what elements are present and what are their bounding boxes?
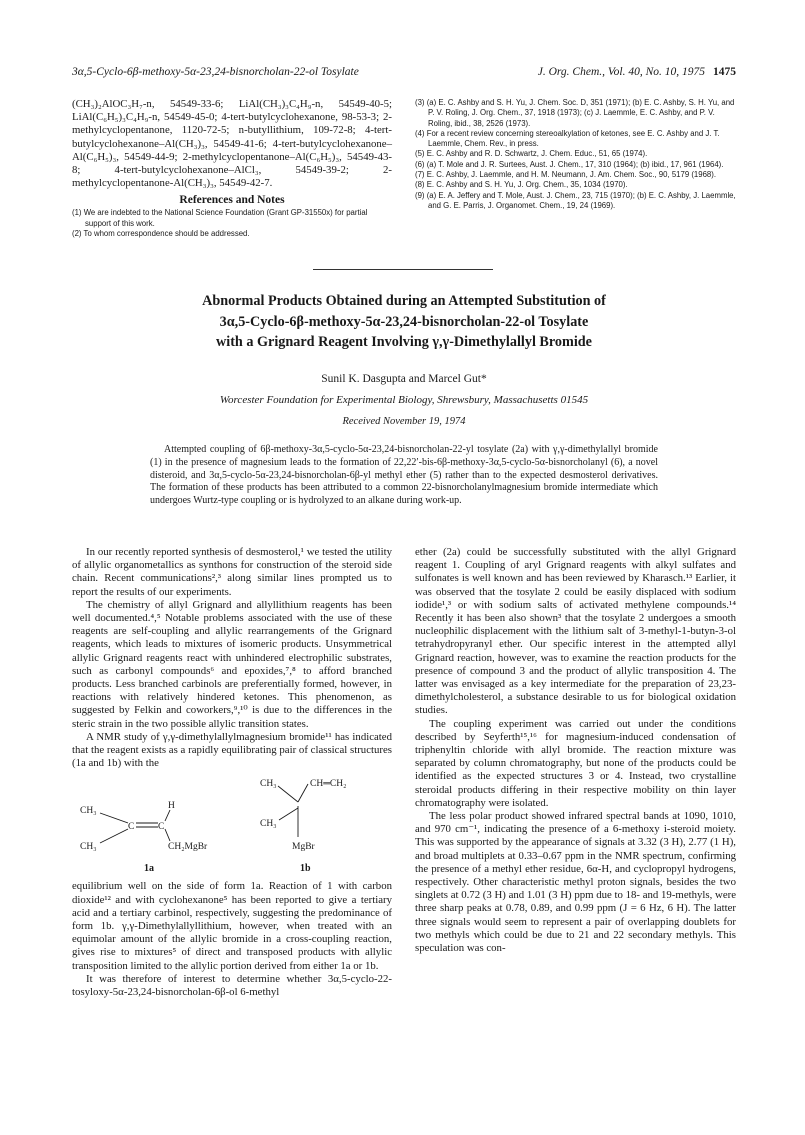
page-number: 1475 bbox=[713, 66, 736, 78]
section-divider bbox=[313, 269, 493, 270]
atom-label: CH₃ bbox=[260, 819, 277, 830]
atom-label: CH═CH₂ bbox=[310, 779, 347, 790]
atom-label: H bbox=[168, 801, 175, 812]
atom-label: CH₃ bbox=[80, 806, 97, 817]
atom-label: CH₃ bbox=[260, 779, 277, 790]
body-paragraph: In our recently reported synthesis of desmosterol,¹ we tested the utility of allylic organometallics as synthons for construction of the steroid side chain. Recent communications²,³ along similar lines prompted us to report the results of our experiments. bbox=[72, 546, 392, 598]
atom-label: C bbox=[158, 822, 165, 833]
atom-label: MgBr bbox=[292, 842, 315, 853]
body-paragraph: It was therefore of interest to determine whether 3α,5-cyclo-22-tosyloxy-5α-23,24-bisnorcholan-6β-ol 6-methyl bbox=[72, 972, 392, 999]
authors: Sunil K. Dasgupta and Marcel Gut* bbox=[321, 373, 487, 385]
journal-citation bbox=[538, 66, 736, 78]
reference-item: (4) For a recent review concerning stereoalkylation of ketones, see E. C. Ashby and J. T. Laemmle, Chem. Rev., in press. bbox=[415, 128, 720, 149]
reference-item: (9) (a) E. A. Jeffery and T. Mole, Aust. J. Chem., 23, 715 (1970); (b) E. C. Ashby, J. Laemmle, and G. E. Parris, J. Organomet. Chem., 19, 24 (1969). bbox=[415, 190, 736, 210]
top-right-column bbox=[415, 98, 736, 211]
body-paragraph: A NMR study of γ,γ-dimethylallylmagnesium bromide¹¹ has indicated that the reagent exists as a rapidly equilibrating pair of classical structures (1a and 1b) with the bbox=[72, 730, 392, 770]
reference-item: (8) E. C. Ashby and S. H. Yu, J. Org. Chem., 35, 1034 (1970). bbox=[415, 180, 628, 190]
running-title: 3α,5-Cyclo-6β-methoxy-5α-23,24-bisnorcholan-22-ol Tosylate bbox=[72, 66, 359, 78]
reference-item: (5) E. C. Ashby and R. D. Schwartz, J. Chem. Educ., 51, 65 (1974). bbox=[415, 149, 648, 159]
affiliation: Worcester Foundation for Experimental Biology, Shrewsbury, Massachusetts 01545 bbox=[219, 394, 589, 406]
title-line: with a Grignard Reagent Involving γ,γ-Dimethylallyl Bromide bbox=[216, 334, 592, 350]
title-line: 3α,5-Cyclo-6β-methoxy-5α-23,24-bisnorcholan-22-ol Tosylate bbox=[219, 313, 589, 330]
body-right-column bbox=[415, 546, 736, 955]
body-paragraph: ether (2a) could be successfully substituted with the allyl Grignard reagent 1. Coupling of aryl Grignard reagents with alkyl sulfates and sulfonates is well known and has been reviewed by Kharasch.¹³ Earlier, it was observed that the tosylate 2 could be easily displaced with sodium iodide¹,³ or with sodium salts of activated methylene compounds.¹⁴ Recently it has been also shown³ that the tosylate 2 undergoes a smooth nucleophilic displacement with the lithium salt of 3-methyl-1-butyn-3-ol tetrahydropyranyl ether. Our specific interest in the attempted allyl Grignard reaction, however, was to examine the reaction products for the presence of compound 3 and the product of allylic transposition 4. The latter was envisaged as a key intermediate for the preparation of 23,23-dimethylcholesterol, a substance desirable to us for biological oxidation studies. bbox=[415, 546, 736, 717]
structure-1b bbox=[260, 779, 346, 874]
received-date: Received November 19, 1974 bbox=[342, 416, 466, 427]
body-paragraph: The chemistry of allyl Grignard and allyllithium reagents has been well documented.⁴,⁵ Notable problems associated with the use of these reagents are self-coupling and allylic rearrangements of the Grignard reagents, which leads to mixtures of isomeric products. Unsymmetrical allylic Grignard reagents react with unhindered electrophilic substrates, such as carbonyl compounds⁶ and epoxides,⁷,⁸ to afford branched products. Less branched carbinols are preferentially formed, however, in reactions with relatively hindered ketones. This phenomenon, as suggested by Felkin and coworkers,⁹,¹⁰ is due to the differences in the steric strain in the two possible allylic transition states. bbox=[72, 598, 392, 730]
reference-item: (3) (a) E. C. Ashby and S. H. Yu, J. Chem. Soc. D, 351 (1971); (b) E. C. Ashby, S. H. Yu, and P. V. Roling, J. Org. Chem., 37, 1918 (1973); (c) J. Laemmle, E. C. Ashby, and P. V. Roling, ibid., 38, 2526 (1973). bbox=[415, 98, 735, 128]
structure-label: 1a bbox=[144, 863, 154, 875]
reference-item: (1) We are indebted to the National Science Foundation (Grant GP-31550x) for partial support of this work. bbox=[72, 208, 368, 228]
reference-item: (6) (a) T. Mole and J. R. Surtees, Aust. J. Chem., 17, 310 (1964); (b) ibid., 17, 961 (1964). bbox=[415, 159, 724, 169]
abstract: Attempted coupling of 6β-methoxy-3α,5-cyclo-5α-23,24-bisnorcholan-22-yl tosylate (2a) with γ,γ-dimethylallyl bromide (1) in the presence of magnesium leads to the formation of 22,22′-bis-6β-methoxy-3α,5-cyclo-5α-bisnorcholanyl (6), a novel disteroid, and 3α,5-cyclo-5α-23,24-bisnorcholan-6β-yl methyl ether (5) rather than to the expected desmosterol derivatives. The formation of these products has been attributed to a common 22-bisnorcholanylmagnesium bromide intermediate which undergoes Wurtz-type coupling or is hydrolyzed to an alkane during work-up. bbox=[150, 444, 658, 507]
structure-label: 1b bbox=[300, 863, 311, 875]
reference-item: (7) E. C. Ashby, J. Laemmle, and H. M. Neumann, J. Am. Chem. Soc., 90, 5179 (1968). bbox=[415, 170, 717, 180]
running-header bbox=[72, 66, 736, 82]
structure-1a bbox=[80, 801, 208, 874]
registry-numbers: (CH₃)₂AlOC₃H₇-n, 54549-33-6; LiAl(CH₃)₃C₄H₉-n, 54549-40-5; LiAl(C₆H₅)₃C₄H₉-n, 54549-45-0; 4-tert-butylcyclohexanone, 98-53-3; 2-methylcyclopentanone, 1120-72-5; n-butyllithium, 109-72-8; 4-tert-butylcyclohexanone–Al(CH₃)₃, 54549-41-6; 4-tert-butylcyclohexanone–Al(C₆H₅)₃, 54549-44-9; 2-methylcyclopentanone–Al(C₆H₅)₃, 54549-43-8; 4-tert-butylcyclohexanone–AlCl₃, 54549-39-2; 2-methylcyclopentanone-Al(CH₃)₃, 54549-42-7. bbox=[72, 98, 392, 190]
atom-label: C bbox=[128, 822, 135, 833]
top-left-column bbox=[72, 98, 392, 239]
title-line: Abnormal Products Obtained during an Attempted Substitution of bbox=[202, 293, 606, 309]
body-left-column bbox=[72, 546, 392, 999]
body-paragraph: equilibrium well on the side of form 1a. Reaction of 1 with carbon dioxide¹² and with cyclohexanone⁵ has been reported to give a tertiary acid and a tertiary carbinol, respectively, suggesting the predominance of form 1b. γ,γ-Dimethylallyllithium, however, when treated with an equimolar amount of the allylic bromide in a cross-coupling reaction, gives rise to mixtures⁵ of direct and transposed products with allylic transposition limited to the allylic portion derived from either 1a or 1b. bbox=[72, 880, 392, 972]
reference-item: (2) To whom correspondence should be addressed. bbox=[72, 229, 250, 239]
body-paragraph: The less polar product showed infrared spectral bands at 1090, 1010, and 970 cm⁻¹, indicating the presence of a 6-methoxy i-steroid moiety. This was supported by the appearance of signals at 3.32 (3 H), 2.77 (1 H), and broad multiplets at 0.33–0.67 ppm in the NMR spectrum, confirming the presence of a methyl ether residue, 6α-H, and cyclopropyl hydrogens, respectively. Other characteristic methyl proton signals, besides the two singlets at 0.72 (3 H) and 1.01 (3 H) ppm due to 18- and 19-methyls, were three sharp peaks at 0.78, 0.89, and 0.99 ppm (J = 6 Hz, 6 H). The latter three signals would seem to represent a pair of overlapping doublets for two methyls which could be due to 21 and 22 secondary methyls. This speculation was con- bbox=[415, 810, 736, 955]
grignard-structures-figure bbox=[72, 770, 392, 880]
article-title bbox=[72, 291, 736, 353]
body-paragraph: The coupling experiment was carried out under the conditions described by Seyferth¹⁵,¹⁶ for magnesium-induced condensation of triphenyltin chloride with allyl bromide. The reaction mixture was separated by column chromatography, but none of the products could be identified as the expected structures 3 or 4. Instead, two crystalline steroidal products differing in their respective mobility on thin layer chromatography were isolated. bbox=[415, 717, 736, 809]
references-heading: References and Notes bbox=[179, 194, 285, 207]
atom-label: CH₃ bbox=[80, 842, 97, 853]
journal-name: J. Org. Chem., Vol. 40, No. 10, 1975 bbox=[537, 66, 705, 78]
atom-label: CH₂MgBr bbox=[168, 842, 208, 853]
